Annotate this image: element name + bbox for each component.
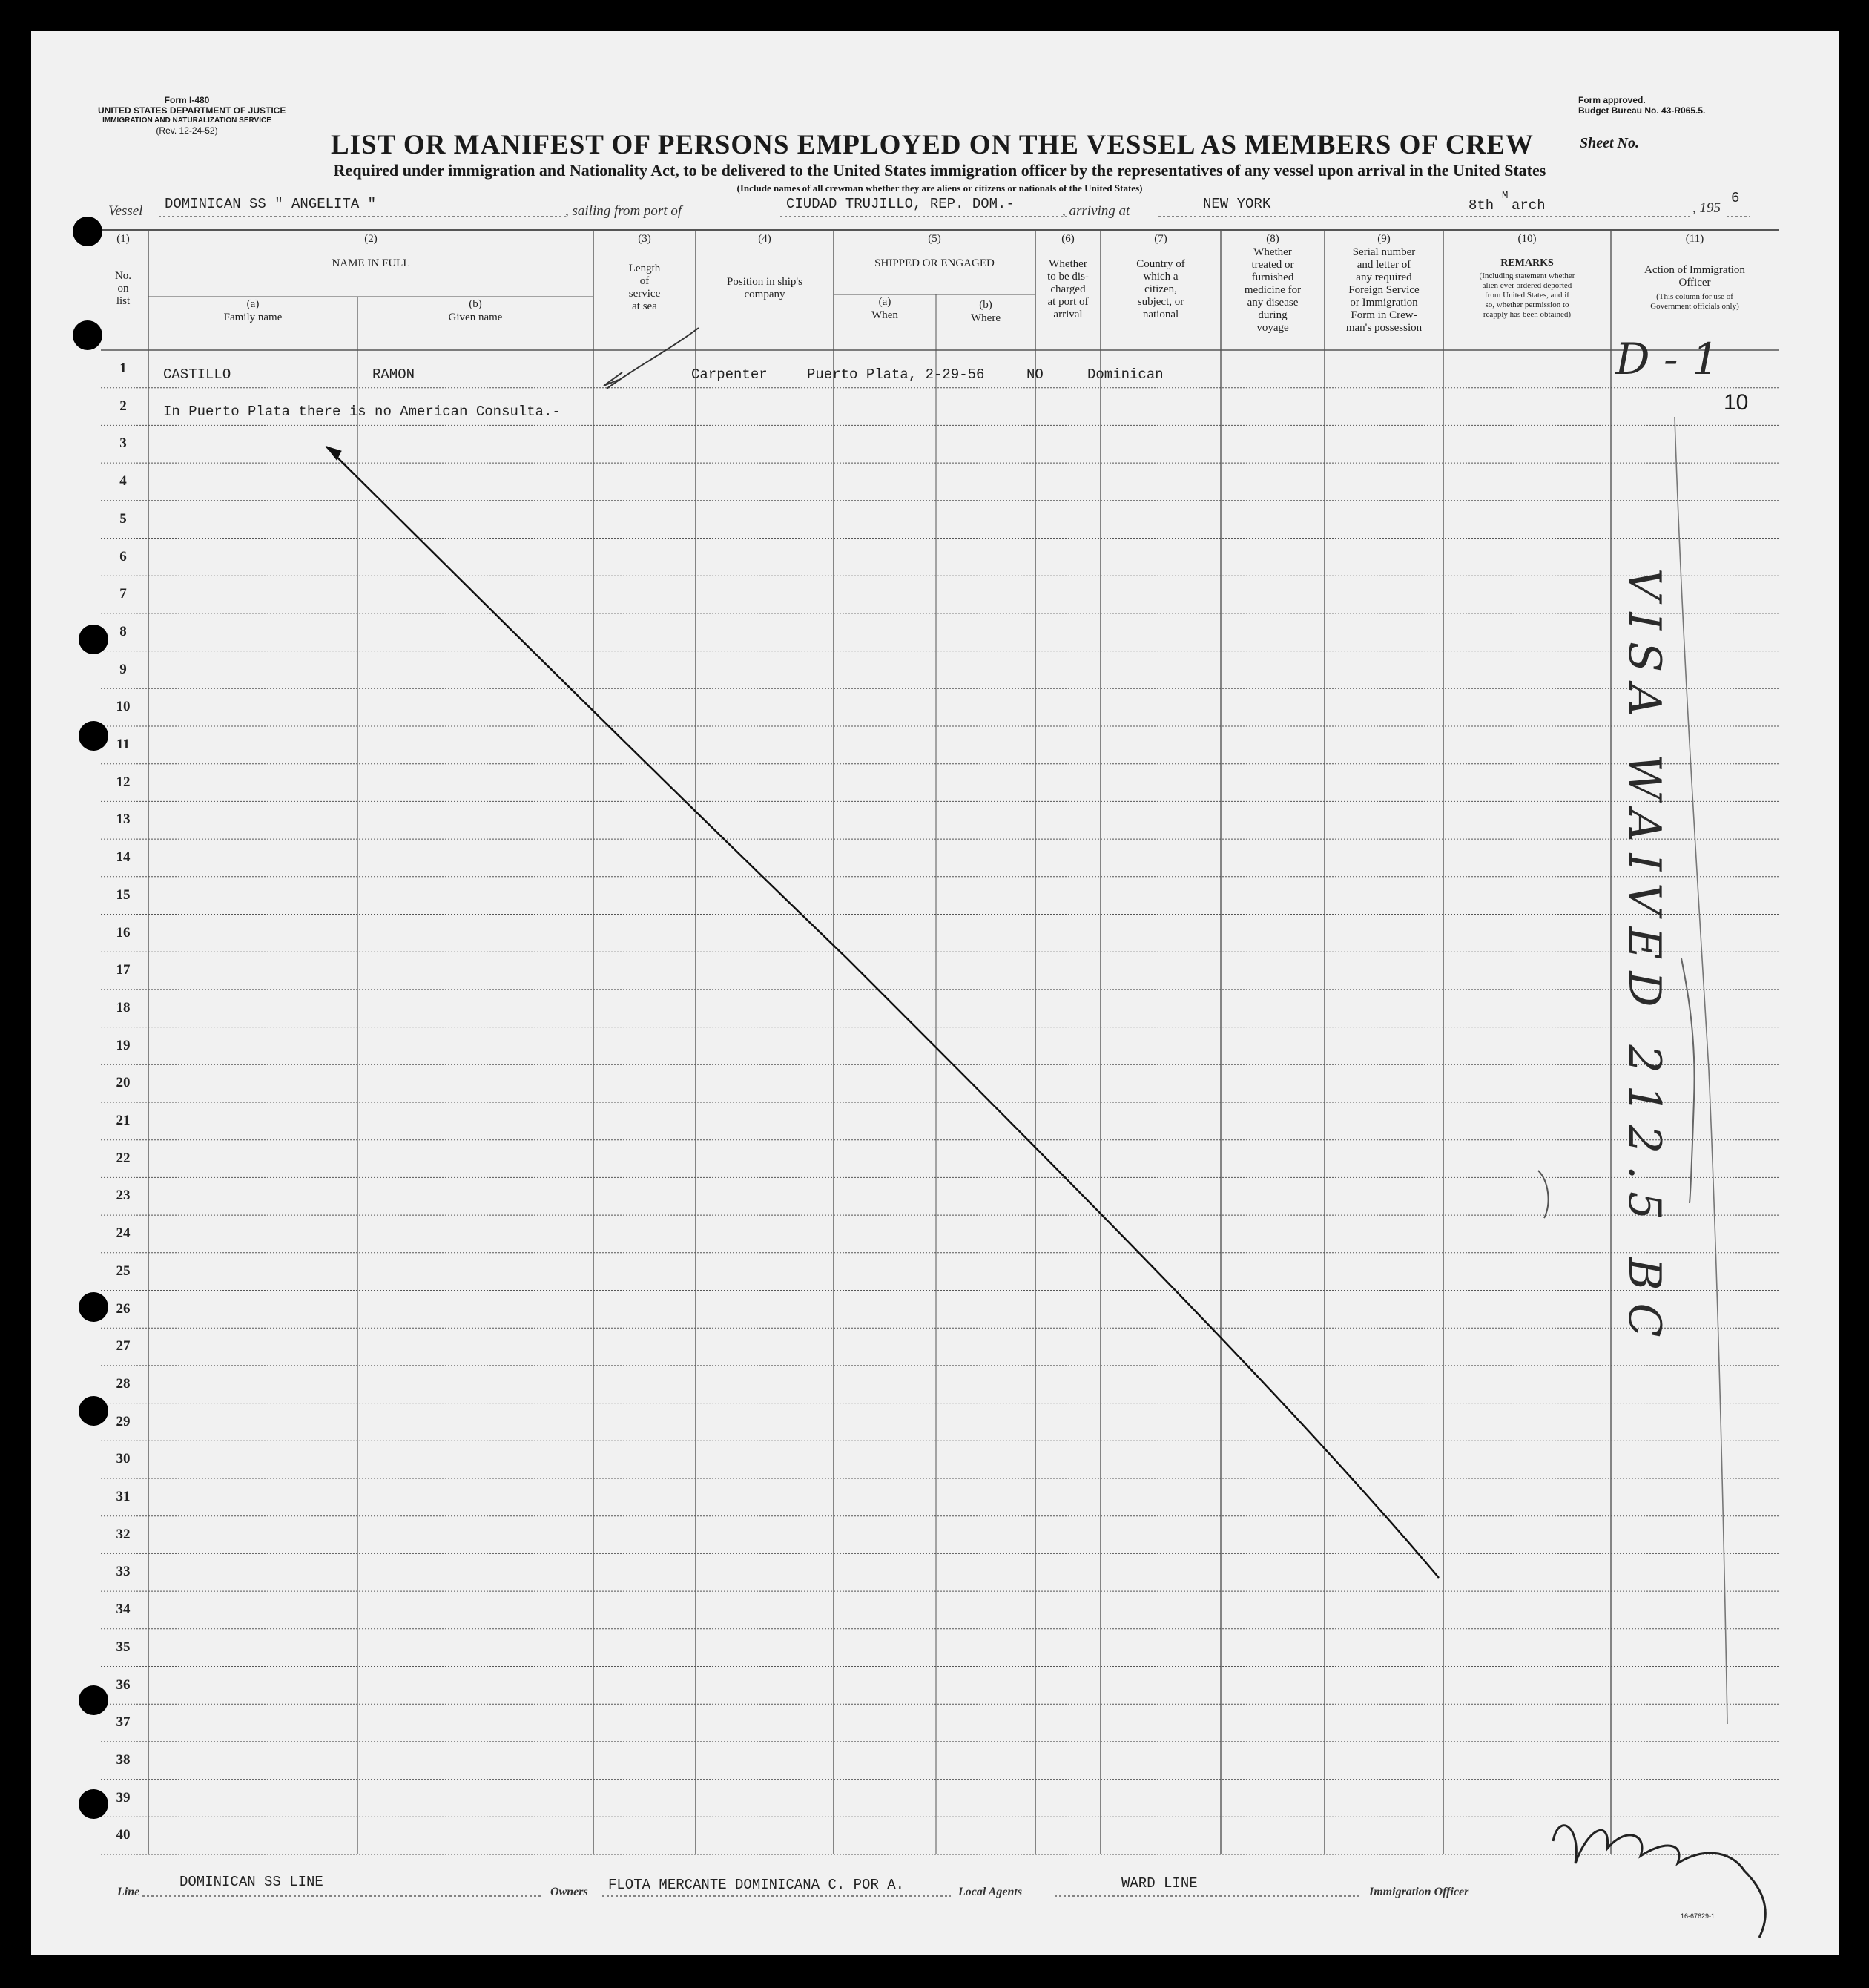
approval-line-2: Budget Bureau No. 43-R065.5. — [1578, 105, 1706, 116]
punch-hole — [79, 625, 108, 654]
row-number: 13 — [116, 812, 131, 828]
row-1-position: Carpenter — [691, 366, 768, 383]
row-2-remark: In Puerto Plata there is no American Consulta.- — [163, 404, 561, 420]
row-1-shipped: Puerto Plata, 2-29-56 — [807, 366, 985, 383]
col-num-6: (6) — [1061, 233, 1075, 245]
col-num-1: (1) — [116, 233, 130, 245]
visa-waived-note: VISA WAIVED 212.5 BC — [1618, 568, 1670, 1349]
line-label: Line — [117, 1886, 140, 1898]
header-remarks: REMARKS — [1500, 257, 1554, 269]
col-num-7: (7) — [1154, 233, 1167, 245]
sailing-value: CIUDAD TRUJILLO, REP. DOM.- — [786, 196, 1015, 212]
header-given-name: Given name — [448, 312, 503, 323]
row-1-family-name: CASTILLO — [163, 366, 231, 383]
col-num-10: (10) — [1517, 233, 1537, 245]
row-number: 24 — [116, 1225, 131, 1242]
col-num-2: (2) — [364, 233, 378, 245]
header-given-b: (b) — [469, 298, 482, 310]
row-1-country: Dominican — [1087, 366, 1164, 383]
row-number: 18 — [116, 999, 131, 1016]
col-num-11: (11) — [1685, 233, 1704, 245]
header-when-a: (a) — [878, 296, 891, 308]
punch-hole — [79, 1685, 108, 1715]
row-number: 26 — [116, 1300, 131, 1317]
row-number: 28 — [116, 1375, 131, 1392]
footer-rules — [31, 31, 1839, 1955]
row-number: 25 — [116, 1263, 131, 1279]
row-number: 11 — [116, 737, 130, 752]
header-country: Country of which a citizen, subject, or national — [1136, 258, 1185, 320]
row-number: 6 — [119, 548, 127, 565]
row-number: 8 — [119, 623, 127, 639]
row-number: 9 — [119, 661, 127, 677]
row-1-given-name: RAMON — [372, 366, 415, 383]
row-number: 23 — [116, 1188, 131, 1204]
header-where: Where — [971, 312, 1001, 324]
row-number: 3 — [119, 435, 127, 452]
row-number: 39 — [116, 1789, 131, 1806]
year-suffix: 6 — [1731, 190, 1740, 206]
revision: (Rev. 12-24-52) — [156, 125, 218, 136]
row-number: 34 — [116, 1602, 131, 1618]
punch-hole — [73, 217, 102, 246]
punch-hole — [73, 320, 102, 350]
row-number: 35 — [116, 1639, 131, 1655]
row-number: 36 — [116, 1676, 131, 1693]
header-serial: Serial number and letter of any required Foreign Service or Immigration Form in Crew- man's possession — [1345, 246, 1423, 334]
header-remarks-note: (Including statement whether alien ever ordered deported from United States, and if so, whether permission to reapply has been obtained) — [1479, 271, 1575, 319]
year-prefix: , 195 — [1692, 200, 1721, 216]
row-number: 7 — [119, 586, 127, 602]
row-number: 16 — [116, 924, 131, 941]
header-family-a: (a) — [246, 298, 260, 310]
row-number: 29 — [116, 1413, 131, 1429]
row-number: 38 — [116, 1751, 131, 1768]
row-number: 40 — [116, 1827, 131, 1843]
service: IMMIGRATION AND NATURALIZATION SERVICE — [102, 116, 271, 125]
arriving-label: , arriving at — [1062, 203, 1130, 219]
row-number: 21 — [116, 1113, 131, 1128]
immigration-officer-label: Immigration Officer — [1369, 1886, 1469, 1898]
owners-label: Owners — [550, 1886, 588, 1898]
page-title: LIST OR MANIFEST OF PERSONS EMPLOYED ON THE VESSEL AS MEMBERS OF CREW — [331, 130, 1534, 160]
agency: UNITED STATES DEPARTMENT OF JUSTICE — [98, 105, 286, 116]
row-number: 33 — [116, 1564, 131, 1580]
row-number: 32 — [116, 1526, 131, 1542]
sailing-label: , sailing from port of — [565, 203, 682, 219]
vessel-label: Vessel — [108, 203, 143, 219]
date-month-initial: M — [1502, 190, 1509, 202]
header-position: Position in ship's company — [727, 276, 802, 300]
col-num-3: (3) — [638, 233, 651, 245]
col-num-8: (8) — [1266, 233, 1279, 245]
row-1-discharge: NO — [1026, 366, 1044, 383]
row-number: 31 — [116, 1489, 131, 1504]
punch-hole — [79, 721, 108, 751]
agents-value: WARD LINE — [1121, 1875, 1198, 1892]
date-month: arch — [1512, 197, 1546, 214]
header-shipped-engaged: SHIPPED OR ENGAGED — [874, 257, 995, 269]
row-number: 17 — [116, 962, 131, 978]
arriving-value: NEW YORK — [1203, 196, 1271, 212]
date-day: 8th — [1468, 197, 1494, 214]
row-number: 12 — [116, 774, 131, 790]
include-note: (Include names of all crewman whether they are aliens or citizens or nationals of the United States) — [736, 182, 1143, 194]
form-id: Form I-480 — [164, 95, 210, 105]
header-length-service: Length of service at sea — [628, 263, 661, 312]
punch-hole — [79, 1396, 108, 1426]
owners-value: FLOTA MERCANTE DOMINICANA C. POR A. — [608, 1877, 905, 1893]
row-number: 30 — [116, 1451, 131, 1467]
header-when: When — [871, 309, 898, 321]
header-family-name: Family name — [223, 312, 283, 323]
row-number: 20 — [116, 1075, 131, 1091]
sheet-no-label: Sheet No. — [1580, 135, 1639, 151]
col-num-4: (4) — [758, 233, 771, 245]
row-number: 10 — [116, 699, 131, 715]
row-number: 5 — [119, 510, 127, 527]
manifest-sheet — [31, 31, 1839, 1955]
punch-hole — [79, 1789, 108, 1819]
punch-hole — [79, 1292, 108, 1322]
row-number: 2 — [119, 398, 127, 414]
print-code: 16-67629-1 — [1681, 1912, 1715, 1920]
col-num-9: (9) — [1377, 233, 1391, 245]
row-number: 27 — [116, 1338, 131, 1355]
agents-label: Local Agents — [958, 1886, 1023, 1898]
row-number: 4 — [119, 473, 127, 490]
row-number: 19 — [116, 1037, 131, 1053]
line-value: DOMINICAN SS LINE — [179, 1874, 323, 1890]
vessel-value: DOMINICAN SS " ANGELITA " — [165, 196, 377, 212]
row-number: 37 — [116, 1714, 131, 1731]
col-num-5: (5) — [928, 233, 941, 245]
row-number: 15 — [116, 886, 131, 903]
header-where-b: (b) — [979, 299, 992, 311]
subtitle: Required under immigration and Nationality Act, to be delivered to the United States immigration officer by the representatives of any vessel upon arrival in the United States — [333, 161, 1546, 180]
approval-line-1: Form approved. — [1578, 95, 1646, 105]
row-number: 1 — [119, 361, 127, 376]
action-mark: D - 1 — [1615, 334, 1719, 384]
header-action: Action of Immigration Officer — [1644, 264, 1745, 289]
header-action-note: (This column for use of Government officials only) — [1650, 292, 1739, 311]
header-discharged: Whether to be dis- charged at port of arrival — [1047, 258, 1089, 320]
row-number: 22 — [116, 1150, 131, 1166]
header-no-on-list: No. on list — [114, 270, 132, 307]
crew-count: 10 — [1724, 390, 1749, 415]
row-number: 14 — [116, 849, 131, 866]
header-name-in-full: NAME IN FULL — [332, 257, 410, 269]
header-medicine: Whether treated or furnished medicine for any disease during voyage — [1244, 246, 1302, 334]
